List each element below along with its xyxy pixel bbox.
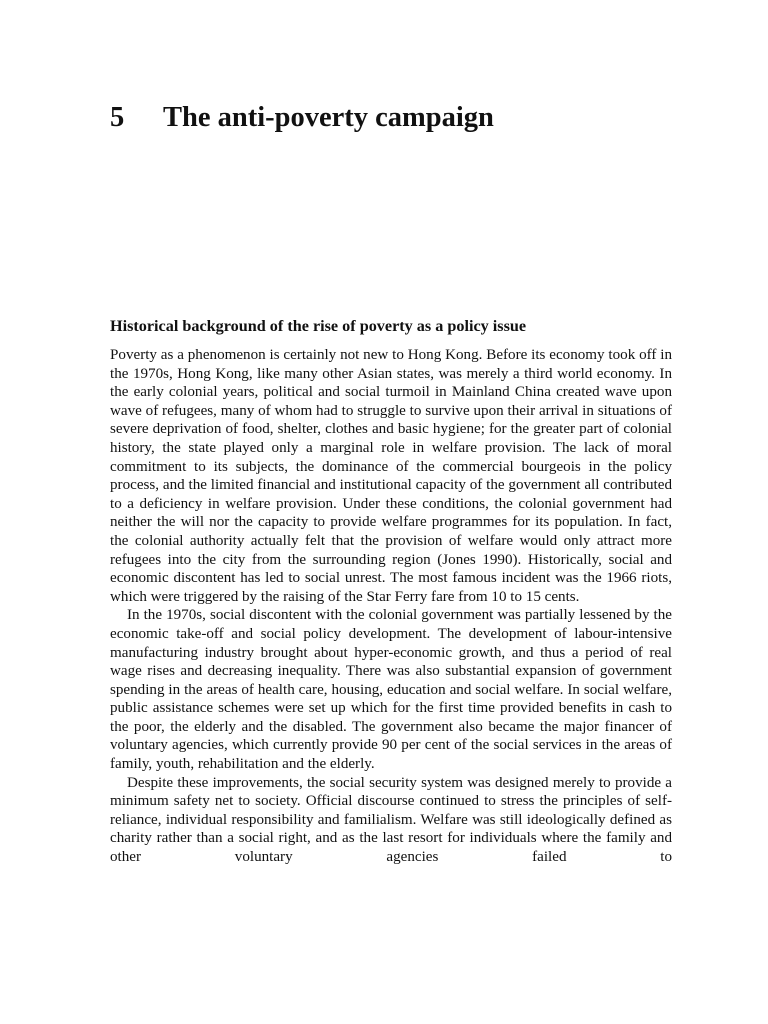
paragraph: In the 1970s, social discontent with the colonial government was partially lessened by the economic take-off and social policy development. The development of labour-intensive manufacturing industry brought about hyper-economic growth, and thus a period of real wage rises and decreasing inequality. There was also substantial expansion of government spending in the areas of health care, housing, education and social welfare. In social welfare, public assistance schemes were set up which for the first time provided benefits in cash to the poor, the elderly and the disabled. The government also became the major financer of voluntary agencies, which currently provide 90 per cent of the social services in the areas of family, youth, rehabilitation and the elderly. [110, 607, 672, 773]
chapter-heading [110, 100, 670, 136]
chapter-title: The anti-poverty campaign [163, 102, 494, 133]
paragraph: Poverty as a phenomenon is certainly not new to Hong Kong. Before its economy took off in the 1970s, Hong Kong, like many other Asian states, was merely a third world economy. In the early colonial years, political and social turmoil in Mainland China created wave upon wave of refugees, many of whom had to struggle to survive upon their arrival in situations of severe deprivation of food, shelter, clothes and basic hygiene; for the greater part of colonial history, the state played only a marginal role in welfare provision. The lack of moral commitment to its subjects, the dominance of the commercial bourgeois in the policy process, and the limited financial and institutional capacity of the government all contributed to a deficiency in welfare provision. Under these conditions, the colonial government had neither the will nor the capacity to provide welfare programmes for its population. In fact, the colonial authority actually felt that the provision of welfare would only attract more refugees into the city from the surrounding region (Jones 1990). Historically, social and economic discontent has led to social unrest. The most famous incident was the 1966 riots, which were triggered by the raising of the Star Ferry fare from 10 to 15 cents. [110, 347, 672, 605]
paragraph: Despite these improvements, the social security system was designed merely to provide a minimum safety net to society. Official discourse continued to stress the principles of self-reliance, individual responsibility and familialism. Welfare was still ideologically defined as charity rather than a social right, and as the last resort for individuals where the family and other voluntary agencies failed to [110, 774, 672, 866]
chapter-number: 5 [110, 102, 125, 133]
body-text [110, 346, 672, 867]
section-heading: Historical background of the rise of poverty as a policy issue [110, 317, 527, 335]
